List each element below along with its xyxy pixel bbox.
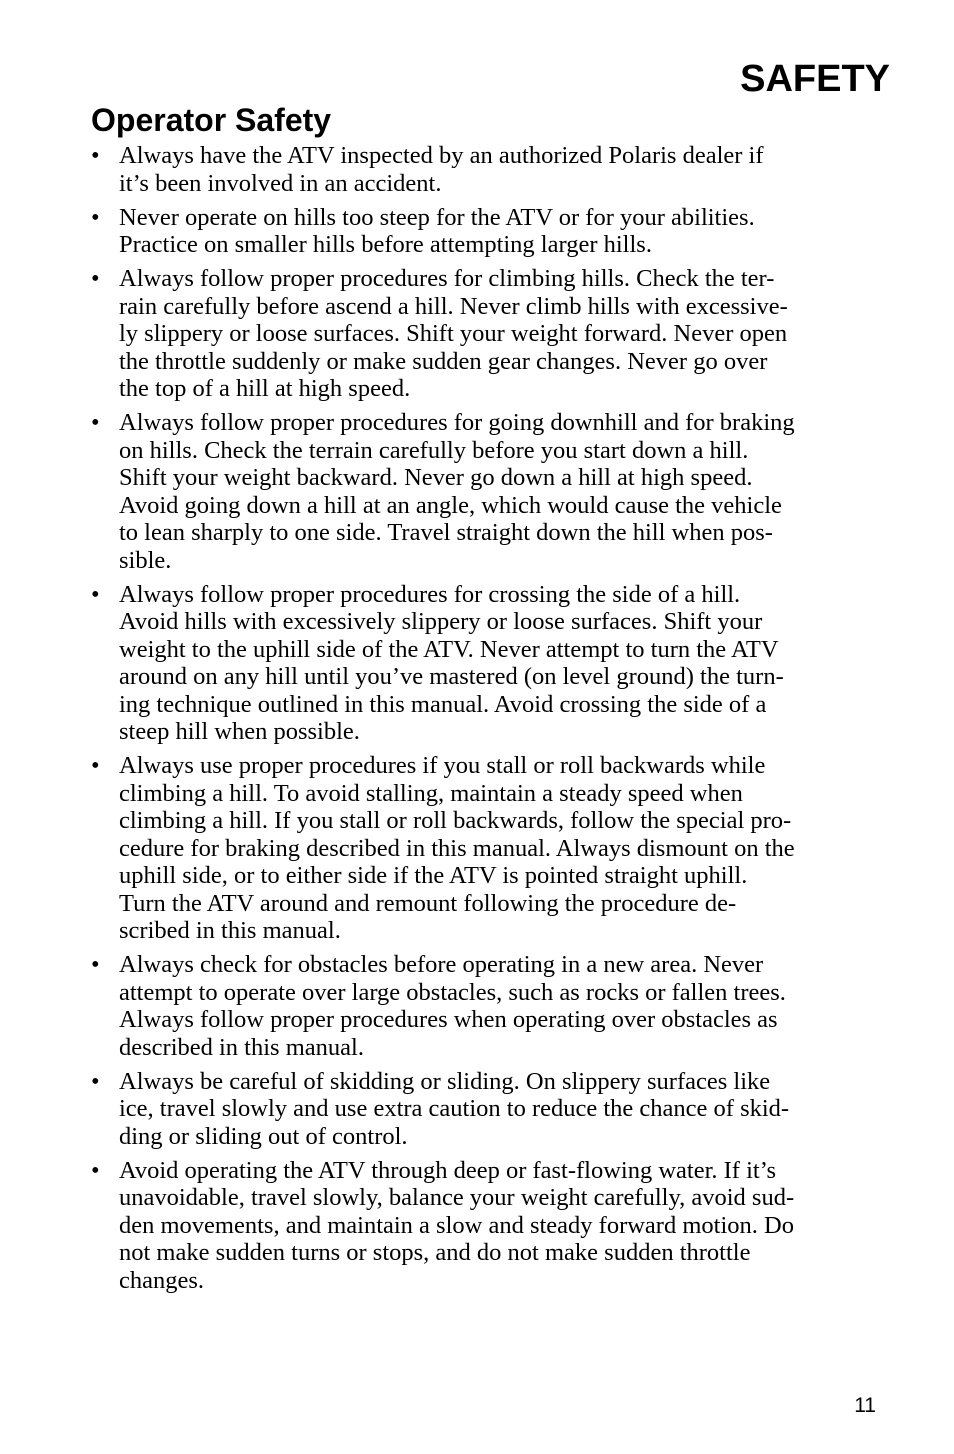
- text-line: den movements, and maintain a slow and steady forward motion. Do: [119, 1211, 794, 1239]
- text-line: changes.: [119, 1266, 205, 1294]
- text-line: climbing a hill. To avoid stalling, maintain a steady speed when: [119, 779, 743, 807]
- bullet-icon: •: [91, 580, 100, 608]
- bullet-icon: •: [91, 951, 100, 978]
- text-line: weight to the uphill side of the ATV. Never attempt to turn the ATV: [119, 635, 779, 663]
- text-line: around on any hill until you’ve mastered (on level ground) the turn-: [119, 663, 784, 690]
- bullet-icon: •: [91, 752, 100, 779]
- text-line: Shift your weight backward. Never go down a hill at high speed.: [119, 464, 753, 491]
- text-line: to lean sharply to one side. Travel straight down the hill when pos-: [119, 519, 773, 546]
- list-item: [88, 752, 896, 945]
- text-line: unavoidable, travel slowly, balance your weight carefully, avoid sud-: [119, 1184, 795, 1211]
- text-line: Always have the ATV inspected by an authorized Polaris dealer if: [119, 142, 764, 169]
- text-line: Never operate on hills too steep for the ATV or for your abilities.: [119, 203, 755, 231]
- text-line: scribed in this manual.: [119, 917, 341, 944]
- bullet-list: [88, 142, 896, 1301]
- list-item: [88, 1157, 896, 1295]
- text-line: the top of a hill at high speed.: [119, 375, 411, 402]
- text-line: not make sudden turns or stops, and do not make sudden throttle: [119, 1239, 751, 1266]
- text-line: cedure for braking described in this manual. Always dismount on the: [119, 834, 795, 862]
- bullet-icon: •: [91, 203, 100, 231]
- text-line: Turn the ATV around and remount following the procedure de-: [119, 889, 737, 917]
- list-item: [88, 204, 896, 259]
- text-line: Always be careful of skidding or sliding. On slippery surfaces like: [119, 1067, 771, 1095]
- text-line: climbing a hill. If you stall or roll backwards, follow the special pro-: [119, 807, 792, 834]
- text-line: Always follow proper procedures for climbing hills. Check the ter-: [119, 265, 775, 292]
- text-line: ding or sliding out of control.: [119, 1122, 408, 1150]
- text-line: it’s been involved in an accident.: [119, 169, 442, 197]
- text-line: Always follow proper procedures for crossing the side of a hill.: [119, 580, 741, 608]
- page-title: Operator Safety: [91, 102, 332, 138]
- text-line: described in this manual.: [119, 1033, 364, 1061]
- bullet-icon: •: [91, 1156, 100, 1184]
- text-line: Always check for obstacles before operating in a new area. Never: [119, 951, 764, 978]
- list-item: [88, 581, 896, 746]
- text-line: uphill side, or to either side if the ATV is pointed straight uphill.: [119, 862, 748, 889]
- bullet-icon: •: [91, 409, 100, 436]
- text-line: Always follow proper procedures when operating over obstacles as: [119, 1006, 778, 1033]
- list-item: [88, 265, 896, 403]
- bullet-icon: •: [91, 265, 100, 292]
- text-line: sible.: [119, 546, 172, 574]
- text-line: on hills. Check the terrain carefully before you start down a hill.: [119, 436, 749, 464]
- text-line: Avoid hills with excessively slippery or loose surfaces. Shift your: [119, 608, 763, 635]
- text-line: steep hill when possible.: [119, 718, 360, 745]
- page-number: 11: [854, 1394, 876, 1417]
- text-line: ly slippery or loose surfaces. Shift your weight forward. Never open: [119, 320, 788, 347]
- list-item: [88, 951, 896, 1061]
- text-line: Always use proper procedures if you stall or roll backwards while: [119, 752, 766, 779]
- list-item: [88, 142, 896, 197]
- section-header: SAFETY: [740, 58, 890, 100]
- text-line: rain carefully before ascend a hill. Never climb hills with excessive-: [119, 292, 788, 320]
- list-item: [88, 409, 896, 574]
- bullet-icon: •: [91, 142, 100, 169]
- text-line: attempt to operate over large obstacles, such as rocks or fallen trees.: [119, 978, 786, 1006]
- list-item: [88, 1068, 896, 1151]
- text-line: the throttle suddenly or make sudden gear changes. Never go over: [119, 347, 768, 375]
- text-line: ing technique outlined in this manual. Avoid crossing the side of a: [119, 690, 767, 718]
- bullet-icon: •: [91, 1067, 100, 1095]
- text-line: Practice on smaller hills before attempting larger hills.: [119, 231, 652, 258]
- text-line: Avoid going down a hill at an angle, which would cause the vehicle: [119, 491, 782, 519]
- text-line: ice, travel slowly and use extra caution to reduce the chance of skid-: [119, 1095, 790, 1122]
- text-line: Avoid operating the ATV through deep or fast-flowing water. If it’s: [119, 1156, 777, 1184]
- text-line: Always follow proper procedures for going downhill and for braking: [119, 409, 795, 436]
